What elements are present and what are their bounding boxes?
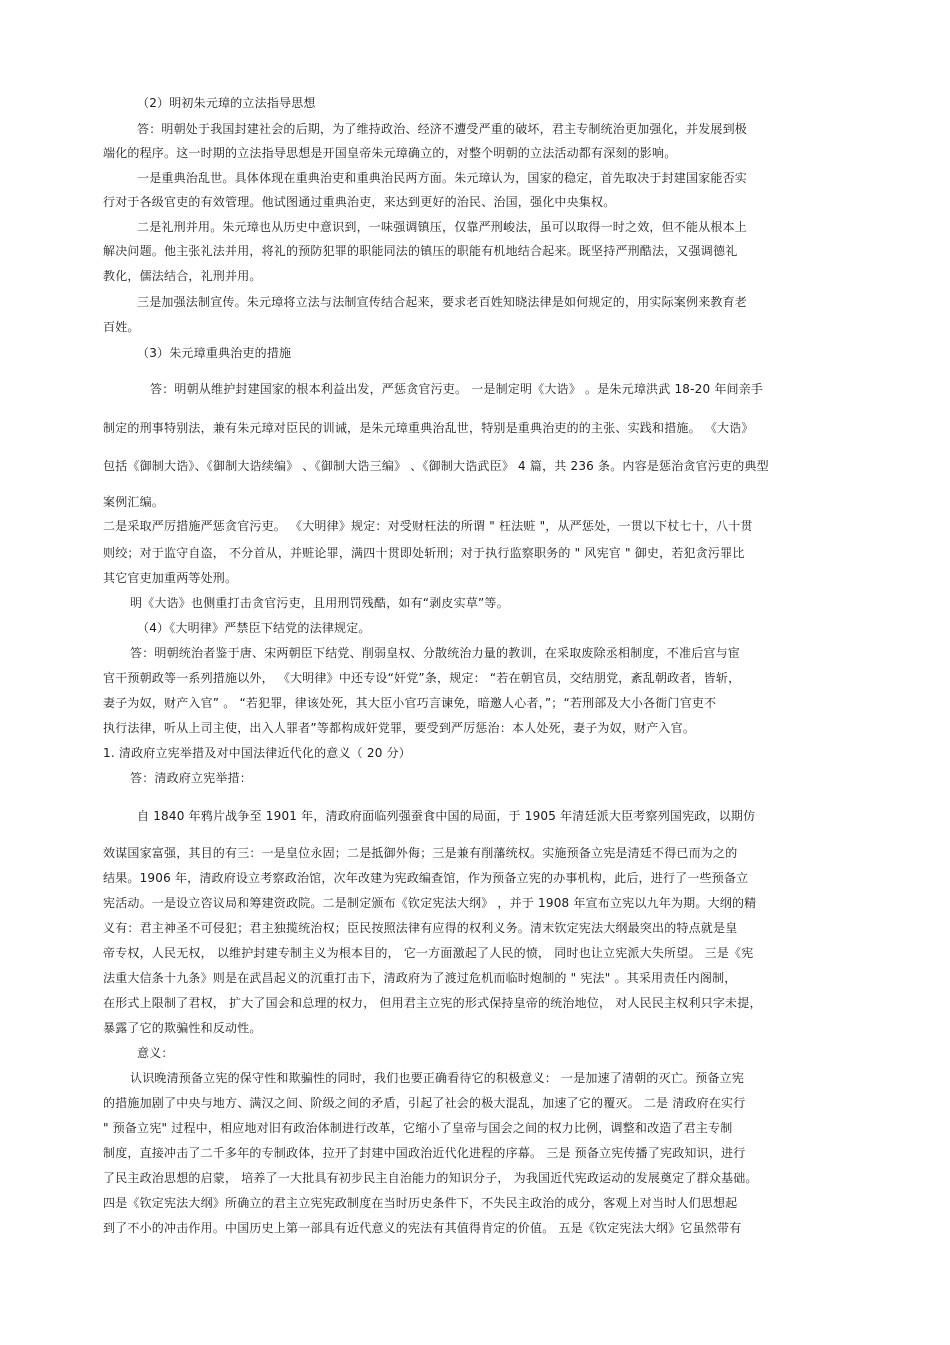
question-heading: 1. 清政府立宪举措及对中国法律近代化的意义（ 20 分） [103,746,411,760]
paragraph-line: 答：明朝统治者鉴于唐、宋两朝臣下结党、削弱皇权、分散统治力量的教训，在采取废除丞相制度，不准后宫与宦 [130,646,741,660]
paragraph-line: 自 1840 年鸦片战争至 1901 年，清政府面临列强蚕食中国的局面，于 1905 年清廷派大臣考察列国宪政，以期仿 [137,809,756,823]
paragraph-line: 在形式上限制了君权， 扩大了国会和总理的权力， 但用君主立宪的形式保持皇帝的统治地位， 对人民民主权利只字未提， [103,996,762,1010]
paragraph-line: 一是重典治乱世。具体体现在重典治吏和重典治民两方面。朱元璋认为，国家的稳定，首先取决于封建国家能否实 [137,171,748,185]
paragraph-line: 二是采取严厉措施严惩贪官污吏。 《大明律》规定：对受财枉法的所谓 " 枉法赃 "，从严惩处，一贯以下杖七十，八十贯 [103,519,753,533]
section-label: 意义： [137,1046,174,1060]
paragraph-line: " 预备立宪" 过程中，相应地对旧有政治体制进行改革，它缩小了皇帝与国会之间的权力比例，调整和改造了君主专制 [103,1121,733,1135]
paragraph-line: 答：明朝处于我国封建社会的后期，为了维持政治、经济不遭受严重的破坏，君主专制统治更加强化，并发展到极 [137,122,748,136]
section-heading-4: （4）《大明律》严禁臣下结党的法律规定。 [137,621,371,635]
paragraph-line: 法重大信条十九条》则是在武昌起义的沉重打击下，清政府为了渡过危机而临时炮制的 " 宪法" 。其采用责任内阁制， [103,971,737,985]
paragraph-line: 帝专权，人民无权， 以维护封建专制主义为根本目的， 它一方面激起了人民的愤， 同时也让立宪派大失所望。 三是《宪 [103,946,754,960]
paragraph-line: 宪活动。一是设立咨议局和筹建资政院。二是制定颁布《钦定宪法大纲》 ，并于 1908 年宣布立宪以九年为期。大纲的精 [103,896,757,910]
paragraph-line: 官干预朝政等一系列措施以外， 《大明律》中还专设“奸党”条，规定： “若在朝官员，交结朋党，紊乱朝政者，皆斩， [103,671,741,685]
paragraph-line: 制定的刑事特别法，兼有朱元璋对臣民的训诫，是朱元璋重典治乱世，特别是重典治吏的的主张、实践和措施。 《大诰》 [103,421,754,435]
paragraph-line: 二是礼刑并用。朱元璋也从历史中意识到，一味强调镇压，仅靠严刑峻法，虽可以取得一时之效，但不能从根本上 [137,220,748,234]
paragraph-line: 到了不小的冲击作用。中国历史上第一部具有近代意义的宪法有其值得肯定的价值。 五是《钦定宪法大纲》它虽然带有 [103,1221,742,1235]
paragraph-line: 答：明朝从维护封建国家的根本利益出发，严惩贪官污吏。 一是制定明《大诰》 。是朱元璋洪武 18-20 年间亲手 [150,382,764,396]
paragraph-line: 端化的程序。这一时期的立法指导思想是开国皇帝朱元璋确立的，对整个明朝的立法活动都有深刻的影响。 [103,146,677,160]
paragraph-line: 了民主政治思想的启蒙， 培养了一大批具有初步民主自治能力的知识分子， 为我国近代宪政运动的发展奠定了群众基础。 [103,1171,758,1185]
section-heading-3: （3）朱元璋重典治吏的措施 [137,346,292,360]
paragraph-line: 明《大诰》也侧重打击贪官污吏，且用刑罚残酷，如有“剥皮实草”等。 [130,596,509,610]
paragraph-line: 效谋国家富强，其目的有三：一是皇位永固；二是抵御外侮；三是兼有削藩统权。实施预备立宪是清廷不得已而为之的 [103,846,738,860]
section-heading-2: （2）明初朱元璋的立法指导思想 [137,96,316,110]
paragraph-line: 认识晚清预备立宪的保守性和欺骗性的同时，我们也要正确看待它的积极意义： 一是加速了清朝的灭亡。预备立宪 [130,1071,745,1085]
paragraph-line: 其它官吏加重两等处刑。 [103,571,238,585]
paragraph-line: 则绞；对于监守自盗， 不分首从，并赃论罪，满四十贯即处斩刑；对于执行监察职务的 " 风宪官 " 御史，若犯贪污罪比 [103,546,745,560]
paragraph-line: 教化，儒法结合，礼刑并用。 [103,269,262,283]
paragraph-line: 执行法律，听从上司主使，出入人罪者”等都构成奸党罪，要受到严厉惩治：本人处死，妻子为奴，财产入官。 [103,721,696,735]
paragraph-line: 的措施加剧了中央与地方、满汉之间、阶级之间的矛盾，引起了社会的极大混乱，加速了它的覆灭。 二是 清政府在实行 [103,1096,746,1110]
paragraph-line: 百姓。 [103,320,140,334]
paragraph-line: 解决问题。他主张礼法并用，将礼的预防犯罪的职能同法的镇压的职能有机地结合起来。既坚持严刑酷法，又强调德礼 [103,244,738,258]
paragraph-line: 答：清政府立宪举措： [130,771,253,785]
paragraph-line: 制度，直接冲击了二千多年的专制政体，拉开了封建中国政治近代化进程的序幕。 三是 预备立宪传播了宪政知识，进行 [103,1146,746,1160]
paragraph-line: 妻子为奴，财产入官” 。 “若犯罪，律该处死，其大臣小官巧言谏免，暗邀人心者，”；“若刑部及大小各衙门官吏不 [103,696,717,710]
paragraph-line: 结果。1906 年，清政府设立考察政治馆，次年改建为宪政编查馆，作为预备立宪的办事机构，此后，进行了一些预备立 [103,871,749,885]
paragraph-line: 案例汇编。 [103,495,165,509]
paragraph-line: 行对于各级官吏的有效管理。他试图通过重典治吏，来达到更好的治民、治国，强化中央集权。 [103,195,616,209]
paragraph-line: 包括《御制大诰》、《御制大诰续编》 、《御制大诰三编》 、《御制大诰武臣》 4 篇，共 236 条。内容是惩治贪官污吏的典型 [103,459,769,473]
paragraph-line: 义有：君主神圣不可侵犯；君主独揽统治权；臣民按照法律有应得的权利义务。清末钦定宪法大纲最突出的特点就是皇 [103,921,738,935]
paragraph-line: 暴露了它的欺骗性和反动性。 [103,1021,262,1035]
paragraph-line: 四是《钦定宪法大纲》所确立的君主立宪宪政制度在当时历史条件下，不失民主政治的成分，客观上对当时人们思想起 [103,1196,738,1210]
paragraph-line: 三是加强法制宣传。朱元璋将立法与法制宣传结合起来，要求老百姓知晓法律是如何规定的，用实际案例来教育老 [137,295,748,309]
